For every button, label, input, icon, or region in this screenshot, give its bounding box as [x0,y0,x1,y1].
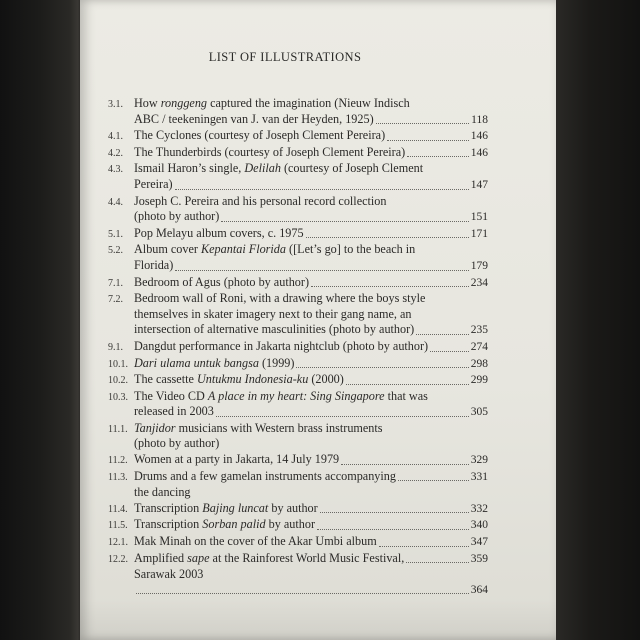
page-number: 331 [470,470,488,483]
list-item [108,501,488,518]
list-item [108,275,488,292]
caption-fragment: the dancing [134,485,191,500]
page-number: 235 [470,324,488,337]
caption-text [134,501,318,517]
caption-line [134,96,488,112]
caption-fragment: Transcription [134,517,203,532]
caption-text [134,356,294,372]
caption-fragment: (photo by author) [134,209,220,224]
caption-text [134,275,309,291]
page-number: 118 [471,113,488,126]
page-number: 234 [470,276,488,289]
caption-fragment: Sarawak 2003 [134,567,204,582]
caption-fragment: Drums and a few gamelan instruments accompanying [134,468,396,483]
figure-caption [134,372,488,389]
caption-text [134,436,219,452]
italic-title: Kepantai Florida [201,242,286,257]
caption-fragment: The Video CD [134,388,208,403]
list-item [108,242,488,274]
caption-fragment: by author [268,500,318,515]
caption-text [134,161,423,177]
figure-caption [134,469,488,501]
list-item [108,469,488,501]
caption-line [134,485,488,501]
list-item [108,452,488,469]
caption-line [134,307,488,323]
caption-fragment: (1999) [258,355,295,370]
dot-leader [376,122,470,124]
figure-number: 11.1. [108,423,128,435]
page-number: 274 [470,340,488,353]
caption-line [134,275,488,292]
dot-leader [346,383,469,385]
caption-fragment: (photo by author) [134,436,220,451]
dot-leader [430,350,469,352]
page-number: 329 [470,454,488,467]
figure-caption [134,242,488,274]
caption-line [134,258,488,275]
caption-line [134,469,488,486]
figure-caption [134,128,488,145]
caption-line [134,194,488,210]
caption-text [134,226,304,242]
figure-number: 10.1. [108,358,128,370]
caption-text [134,517,315,533]
caption-fragment: Florida) [134,257,174,272]
dot-leader [341,463,469,465]
list-item [108,145,488,162]
figure-number: 12.2. [108,553,128,565]
caption-line [134,242,488,258]
caption-text [134,128,385,144]
caption-text [134,322,414,338]
dot-leader [320,511,469,513]
caption-fragment: at the Rainforest World Music Festival, [209,550,405,565]
figure-number: 7.1. [108,277,123,289]
page-number: 298 [470,357,488,370]
figure-number: 3.1. [108,99,123,110]
dot-leader [407,155,469,157]
italic-title: Tanjidor [134,420,176,435]
caption-fragment: Amplified [134,550,188,565]
caption-line [134,356,488,373]
figure-number: 10.3. [108,391,128,403]
figure-number: 10.2. [108,375,128,387]
caption-fragment: that was [384,388,428,403]
caption-text [134,551,404,567]
figure-number: 4.4. [108,196,123,208]
italic-title: Sorban palid [202,517,266,532]
figure-caption [134,517,488,534]
caption-text [134,534,377,550]
dot-leader [406,561,468,563]
caption-line [134,291,488,307]
figure-caption [134,161,488,193]
figure-caption [134,421,488,452]
caption-line [134,322,488,339]
caption-fragment: How [134,96,161,110]
caption-line [134,209,488,226]
figure-caption [134,194,488,226]
caption-fragment: themselves in skater imagery next to their gang name, an [134,306,412,321]
caption-fragment: ([Let’s go] to the beach in [286,242,416,257]
italic-title: Dari ulama untuk bangsa [134,355,259,370]
figure-number: 12.1. [108,537,128,549]
page-number: 332 [470,502,488,515]
dot-leader [317,528,469,530]
caption-text [134,307,412,323]
caption-fragment: The Thunderbirds (courtesy of Joseph Clement Pereira) [134,144,406,159]
caption-line [134,161,488,177]
dot-leader [175,269,468,271]
figure-number: 11.2. [108,455,128,467]
dot-leader [296,366,468,368]
figure-caption [134,534,488,551]
caption-text [134,209,219,225]
caption-line [134,436,488,452]
figure-number: 11.4. [108,503,128,515]
caption-line [134,452,488,469]
dot-leader [306,236,469,238]
list-item [108,194,488,226]
list-item [108,226,488,243]
caption-fragment: The Cyclones (courtesy of Joseph Clement Pereira) [134,128,386,143]
caption-fragment: (2000) [308,372,344,387]
caption-text [134,485,191,501]
dot-leader [216,415,469,417]
list-item [108,339,488,356]
dot-leader [311,285,469,287]
figure-caption [134,501,488,518]
page-number: 146 [470,146,488,159]
dot-leader [387,139,469,141]
caption-fragment: The cassette [134,372,197,387]
figure-number: 11.3. [108,471,128,483]
caption-fragment: musicians with Western brass instruments [175,420,383,435]
list-item [108,389,488,421]
dot-leader [221,220,468,222]
caption-fragment: Pop Melayu album covers, c. 1975 [134,225,304,240]
list-item [108,517,488,534]
figure-number: 11.5. [108,520,128,532]
caption-text [134,339,428,355]
dot-leader [175,188,469,190]
list-item [108,551,488,599]
figure-caption [134,96,488,128]
page-number: 359 [470,552,488,565]
caption-line [134,145,488,162]
caption-fragment: intersection of alternative masculinities (photo by author) [134,322,415,337]
illustrations-list [108,96,488,598]
figure-number: 5.2. [108,245,123,257]
caption-fragment: Bedroom of Agus (photo by author) [134,274,310,289]
caption-text [134,469,396,485]
figure-caption [134,356,488,373]
italic-title: Bajing luncat [202,500,269,515]
dot-leader [398,479,469,481]
caption-fragment: Ismail Haron’s single, [134,161,245,176]
list-item [108,534,488,551]
caption-text [134,404,214,420]
caption-text [134,452,339,468]
book-page [80,0,560,640]
caption-fragment: Bedroom wall of Roni, with a drawing where the boys style [134,291,426,306]
page-heading: LIST OF ILLUSTRATIONS [208,50,362,64]
caption-line [134,421,488,437]
caption-line [134,389,488,405]
caption-text [134,389,428,405]
dot-leader [416,333,469,335]
figure-number: 4.3. [108,164,123,176]
caption-fragment: Joseph C. Pereira and his personal record collection [134,193,387,208]
caption-line [134,112,488,129]
figure-caption [134,291,488,339]
list-item [108,356,488,373]
figure-caption [134,551,488,599]
background-right [556,0,640,640]
italic-title: sape [187,550,210,565]
caption-fragment: by author [265,517,316,532]
figure-number: 4.1. [108,131,123,143]
caption-fragment: Dangdut performance in Jakarta nightclub (photo by author) [134,338,429,353]
figure-caption [134,452,488,469]
caption-fragment: Pereira) [134,176,173,191]
page-number: 305 [470,406,488,419]
figure-number: 4.2. [108,147,123,159]
figure-caption [134,226,488,243]
page-number: 347 [470,536,488,549]
page-number: 340 [470,519,488,532]
caption-text [134,112,374,128]
figure-number: 9.1. [108,341,123,353]
caption-line [134,567,488,583]
italic-title: ronggeng [160,96,208,110]
list-item [108,128,488,145]
caption-text [134,372,344,388]
caption-line [134,404,488,421]
italic-title: Untukmu Indonesia-ku [196,372,309,387]
list-item [108,372,488,389]
list-item [108,96,488,128]
caption-line [134,583,488,599]
dot-leader [136,592,469,594]
dot-leader [379,545,469,547]
page-number: 299 [470,374,488,387]
caption-fragment: Album cover [134,242,202,257]
caption-text [134,242,415,258]
caption-line [134,517,488,534]
figure-caption [134,275,488,292]
list-item [108,421,488,452]
figure-caption [134,145,488,162]
caption-text [134,177,173,193]
figure-caption [134,339,488,356]
figure-caption [134,389,488,421]
italic-title: Delilah [244,161,281,176]
caption-fragment: Transcription [134,500,203,515]
caption-line [134,339,488,356]
caption-fragment: Mak Minah on the cover of the Akar Umbi album [134,534,377,549]
page-number: 171 [470,227,488,240]
page-number: 179 [470,259,488,272]
list-item [108,291,488,339]
caption-text [134,421,383,437]
page-number: 146 [470,130,488,143]
caption-fragment: ABC / teekeningen van J. van der Heyden, 1925) [134,111,374,126]
caption-fragment: captured the imagination (Nieuw Indisch [207,96,410,110]
page-number: 364 [470,583,488,596]
caption-text [134,291,425,307]
page-number: 147 [470,178,488,191]
caption-text [134,96,410,112]
caption-line [134,128,488,145]
figure-number: 5.1. [108,228,123,240]
caption-line [134,226,488,243]
caption-fragment: (courtesy of Joseph Clement [280,161,424,176]
page-number: 151 [470,211,488,224]
caption-line [134,177,488,194]
page-shadow [80,600,560,640]
italic-title: A place in my heart: Sing Singapore [207,388,385,403]
caption-fragment: released in 2003 [134,404,214,419]
list-item [108,161,488,193]
caption-line [134,372,488,389]
caption-text [134,258,173,274]
caption-text [134,145,405,161]
caption-text [134,567,203,583]
caption-fragment: Women at a party in Jakarta, 14 July 1979 [134,452,340,467]
caption-line [134,551,488,568]
figure-number: 7.2. [108,294,123,306]
caption-line [134,501,488,518]
caption-line [134,534,488,551]
caption-text [134,194,386,210]
